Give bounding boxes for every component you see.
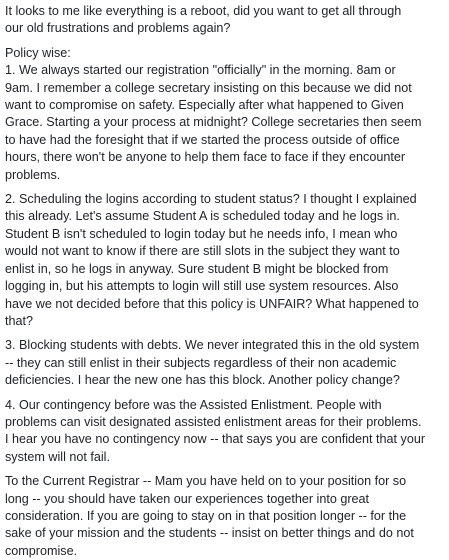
intro-paragraph [5, 3, 445, 38]
text-line: consideration. If you are going to stay on in that position longer -- for the [5, 508, 407, 523]
text-line: It looks to me like everything is a reboot, did you want to get all through [5, 4, 402, 18]
text-line: compromise. [5, 543, 78, 558]
policy-point-4-paragraph [5, 397, 445, 467]
text-line: -- they can still enlist in their subjects regardless of their non academic [5, 355, 397, 370]
text-line: Student B isn't scheduled to login today but he needs info, I mean who [5, 226, 398, 241]
text-line: that? [5, 313, 34, 328]
text-line: to have had the foresight that if we started the process outside of office [5, 132, 400, 147]
text-line: I hear you have no contingency now -- that says you are confident that your [5, 432, 426, 447]
text-line: this already. Let's assume Student A is scheduled today and he logs in. [5, 209, 400, 224]
text-line: Grace. Starting a your process at midnight? College secretaries then seem [5, 115, 422, 130]
text-line: 9am. I remember a college secretary insisting on this because we did not [5, 80, 412, 95]
text-line: our old frustrations and problems again? [5, 21, 231, 36]
text-line: To the Current Registrar -- Mam you have held on to your position for so [5, 474, 407, 489]
text-line: hours, there won't be anyone to help them face to face if they encounter [5, 150, 406, 165]
policy-point-1-paragraph [5, 45, 445, 184]
text-line: 2. Scheduling the logins according to student status? I thought I explained [5, 192, 417, 207]
text-line: system will not fail. [5, 449, 110, 464]
policy-point-3-paragraph [5, 337, 445, 389]
text-line: would not want to know if there are still slots in the subject they want to [5, 244, 400, 259]
text-line: have we not decided before that this policy is UNFAIR? What happened to [5, 296, 419, 311]
text-line: want to compromise on safety. Especially after what happened to Given [5, 98, 404, 113]
text-line: problems can visit designated assisted enlistment areas for their problems. [5, 414, 422, 429]
text-line: 1. We always started our registration "officially" in the morning. 8am or [5, 63, 396, 78]
text-line: problems. [5, 167, 61, 182]
text-line: long -- you should have taken our experiences together into great [5, 491, 370, 506]
text-line: logging in, but his attempts to login will still use system resources. Also [5, 279, 399, 294]
text-line: 3. Blocking students with debts. We never integrated this in the old system [5, 338, 420, 353]
text-line: sake of your mission and the students -- insist on better things and do not [5, 526, 414, 541]
text-line: enlist in, so he logs in anyway. Sure student B might be blocked from [5, 261, 389, 276]
policy-point-2-paragraph [5, 191, 445, 330]
text-line: Policy wise: [5, 45, 71, 60]
text-line: deficiencies. I hear the new one has this block. Another policy change? [5, 373, 400, 388]
text-line: 4. Our contingency before was the Assisted Enlistment. People with [5, 397, 382, 412]
